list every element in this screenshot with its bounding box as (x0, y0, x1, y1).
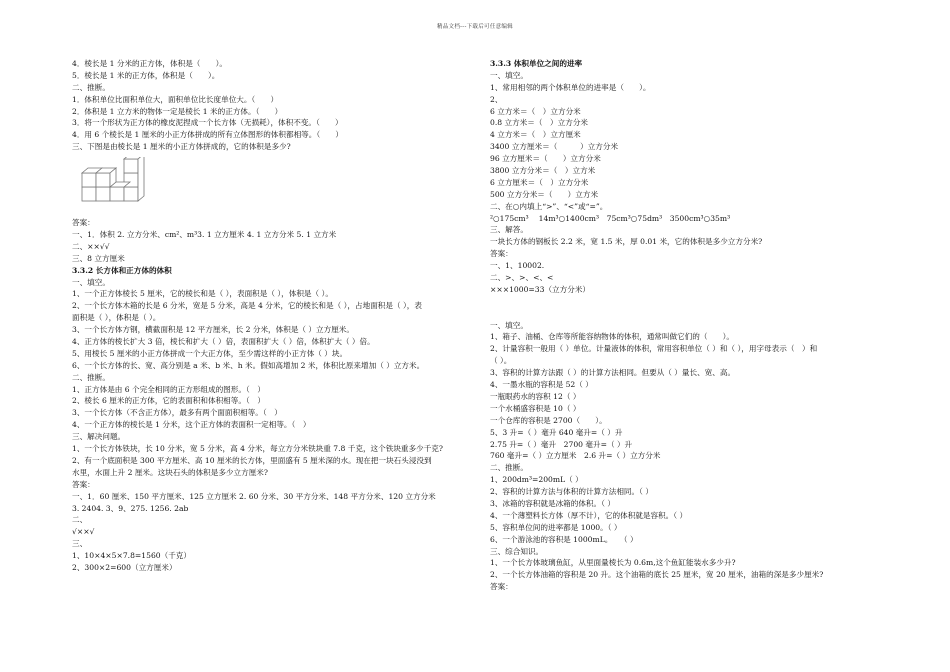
section-title: 3.3.3 体积单位之间的进率 (490, 59, 583, 68)
text-line: 2.75 升=（ ）毫升 2700 毫升=（ ）升 (490, 439, 633, 449)
text-line: 6 立方厘米＝（ ）立方分米 (490, 177, 589, 187)
text-line: 二、在○内填上“>”、“<”或“=”。 (490, 201, 608, 211)
text-line: 4．棱长是 1 分米的正方体，体积是（ ）。 (72, 59, 227, 68)
text-line: 一、1、10002. (490, 261, 545, 271)
text-line: 0.8 立方米＝（ ）立方分米 (490, 118, 589, 128)
text-line: 2、有一个底面积是 300 平方厘米、高 10 厘米的长方体，里面盛有 5 厘米深的水。现在把一块石头浸没到 (72, 455, 432, 465)
text-line: 3、一个长方体（不含正方体），最多有两个面面积相等。（ ） (72, 408, 282, 418)
right-column (490, 58, 902, 593)
text-line: 答案： (72, 479, 95, 489)
page-header: 精品文档---下载后可任意编辑 (436, 24, 514, 30)
text-line: 2、300×2=600（立方厘米） (72, 562, 177, 572)
text-line: ×××1000=33（立方分米） (490, 284, 591, 294)
text-line: ²○175cm³ 14m³○1400cm³ 75cm³○75dm³ 3500cm³○35m³ (490, 213, 731, 223)
text-line: 4、正方体的棱长扩大 3 倍，棱长和扩大（ ）倍，表面积扩大（ ）倍，体积扩大（ ）倍。 (72, 337, 375, 347)
text-line: 一、填空。 (72, 277, 110, 287)
text-line: 6、一个游泳池的容积是 1000mL。 （ ） (490, 534, 638, 544)
text-line: 二、推断。 (72, 372, 110, 382)
text-line: 5、容积单位间的进率都是 1000。（ ） (490, 522, 622, 532)
text-line: 一个仓库的容积是 2700（ ）。 (490, 415, 607, 425)
text-line: 4．用 6 个棱长是 1 厘米的小正方体拼成的所有立体图形的体积都相等。（ ） (72, 130, 343, 140)
text-line: 4 立方米＝（ ）立方厘米 (490, 130, 581, 140)
text-line: 一、1．60 厘米、150 平方厘米、125 立方厘米 2. 60 分米、30 平方分米、148 平方分米、120 立方分米 (72, 491, 436, 501)
text-line: 3、冰箱的容积就是冰箱的体积。（ ） (490, 498, 615, 508)
cube-figure (78, 157, 472, 211)
cube-stack-illustration (78, 157, 158, 207)
text-line: 一个水桶盛容积是 10（ ） (490, 403, 581, 413)
text-line: 面积是（ ），体积是（ ）。 (72, 313, 161, 323)
text-line: 三、8 立方厘米 (72, 253, 125, 263)
text-line: 水里，水面上升 2 厘米。这块石头的体积是多少立方厘米? (72, 467, 268, 477)
text-line: 2、容积的计算方法与体积的计算方法相同。（ ） (490, 487, 653, 497)
text-line: 3．将一个形状为正方体的橡皮泥捏成一个长方体（无损耗），体积不变。（ ） (72, 118, 343, 128)
text-line: 2、计量容积一般用（ ）单位。计量液体的体积，常用容积单位（ ）和（ ），用字母表示（ ）和 (490, 344, 818, 354)
text-line: 6 立方米＝（ ）立方分米 (490, 106, 581, 116)
text-line: 1、200dm³=200mL（ ） (490, 475, 583, 485)
spacer (490, 308, 902, 320)
text-line: 1、正方体是由 6 个完全相同的正方形组成的图形。（ ） (72, 384, 265, 394)
text-line: 2、一个长方体木箱的长是 6 分米，宽是 5 分米，高是 4 分米，它的棱长和是（ ），占地面积是（ ），表 (72, 301, 422, 311)
text-line: 1．体积单位比面积单位大，面积单位比长度单位大。（ ） (72, 94, 279, 104)
text-line: 二、推断。 (72, 82, 110, 92)
text-line: 96 立方厘米＝（ ）立方分米 (490, 154, 601, 164)
text-line (490, 296, 902, 308)
left-column (72, 58, 472, 574)
text-line: 一块长方体的钢板长 2.2 米，宽 1.5 米，厚 0.01 米，它的体积是多少立方分米? (490, 237, 763, 247)
text-line: 一、填空。 (490, 320, 528, 330)
text-line: 2．体积是 1 立方米的物体一定是棱长 1 米的正方体。（ ） (72, 106, 283, 116)
text-line: 2、一个长方体油箱的容积是 20 升。这个油箱的底长 25 厘米，宽 20 厘米，油箱的深是多少厘米? (490, 570, 824, 580)
text-line: 3、一个长方体方钢，横截面积是 12 平方厘米，长 2 分米，体积是（ ）立方厘米。 (72, 325, 354, 335)
text-line: 一瓶眼药水的容积 12（ ） (490, 391, 581, 401)
text-line: 二、推断。 (490, 463, 528, 473)
text-line: 760 毫升=（ ）立方厘米 2.6 升=（ ）立方分米 (490, 451, 661, 461)
section-title: 3.3.2 长方体和正方体的体积 (72, 265, 172, 275)
text-line: 三、综合知识。 (490, 546, 544, 556)
text-line: 一、填空。 (490, 70, 528, 80)
text-line: 3、容积的计算方法跟（ ）的计算方法相同。但要从（ ）量长、宽、高。 (490, 368, 736, 378)
text-line: 1、一个长方体铁块，长 10 分米，宽 5 分米，高 4 分米，每立方分米铁块重 7.8 千克，这个铁块重多少千克? (72, 444, 443, 454)
text-line: 3800 立方分米＝（ ）立方米 (490, 166, 596, 176)
text-line: 4、一个正方体的棱长是 1 分米，这个正方体的表面积一定相等。（ ） (72, 420, 311, 430)
text-line: 答案： (490, 249, 513, 259)
text-line: 4、一个薄塑料长方体（厚不计），它的体积就是容积。（ ） (490, 510, 688, 520)
text-line: 1、箱子、油桶、仓库等所能容纳物体的体积，通常叫做它们的（ ）。 (490, 332, 735, 342)
text-line: 三、解决问题。 (72, 432, 126, 442)
text-line: 5、3 升=（ ）毫升 640 毫升=（ ）升 (490, 427, 623, 437)
text-line: 3. 2404. 3、9、275. 1256. 2ab (72, 503, 189, 513)
text-line: 5．棱长是 1 米的正方体，体积是（ ）。 (72, 70, 220, 80)
text-line: 答案： (72, 218, 95, 228)
text-line: 三、解答。 (490, 225, 528, 235)
text-line: （ ）。 (490, 356, 512, 366)
text-line: 二、 (72, 515, 88, 525)
text-line: 一、1．体积 2. 立方分米、cm²、m³3. 1 立方厘米 4. 1 立方分米 5. 1 立方米 (72, 230, 337, 240)
text-line: 1、一个正方体棱长 5 厘米，它的棱长和是（ ），表面积是（ ），体积是（ ）。 (72, 289, 333, 299)
text-line: 三、 (72, 539, 88, 549)
text-line: 三、下图是由棱长是 1 厘米的小正方体拼成的，它的体积是多少? (72, 142, 291, 152)
text-line: 3400 立方厘米＝（ ）立方分米 (490, 142, 619, 152)
text-line: 6、一个长方体的长、宽、高分别是 a 米、b 米、h 米。假如高增加 2 米，体积比原来增加（ ）立方米。 (72, 360, 425, 370)
text-line: 2、 (490, 94, 503, 104)
text-line: 二、>、>、<、< (490, 273, 554, 283)
text-line: 答案： (490, 582, 513, 592)
text-line: 1、一个长方体玻璃鱼缸，从里面量棱长为 0.6m,这个鱼缸能装水多少升? (490, 558, 736, 568)
text-line: 2、棱长 6 厘米的正方体，它的表面积和体积相等。（ ） (72, 396, 265, 406)
text-line: 1、10×4×5×7.8=1560（千克） (72, 551, 191, 561)
text-line: 二、××√√ (72, 241, 110, 251)
text-line: 500 立方分米＝（ ）立方米 (490, 189, 599, 199)
text-line: 1、常用相邻的两个体积单位的进率是（ ）。 (490, 82, 651, 92)
text-line: 4、一墨水瓶的容积是 52（ ） (490, 380, 593, 390)
text-line: 5、用棱长 5 厘米的小正方体拼成一个大正方体，至少需这样的小正方体（ ）块。 (72, 348, 348, 358)
text-line: √××√ (72, 527, 95, 537)
